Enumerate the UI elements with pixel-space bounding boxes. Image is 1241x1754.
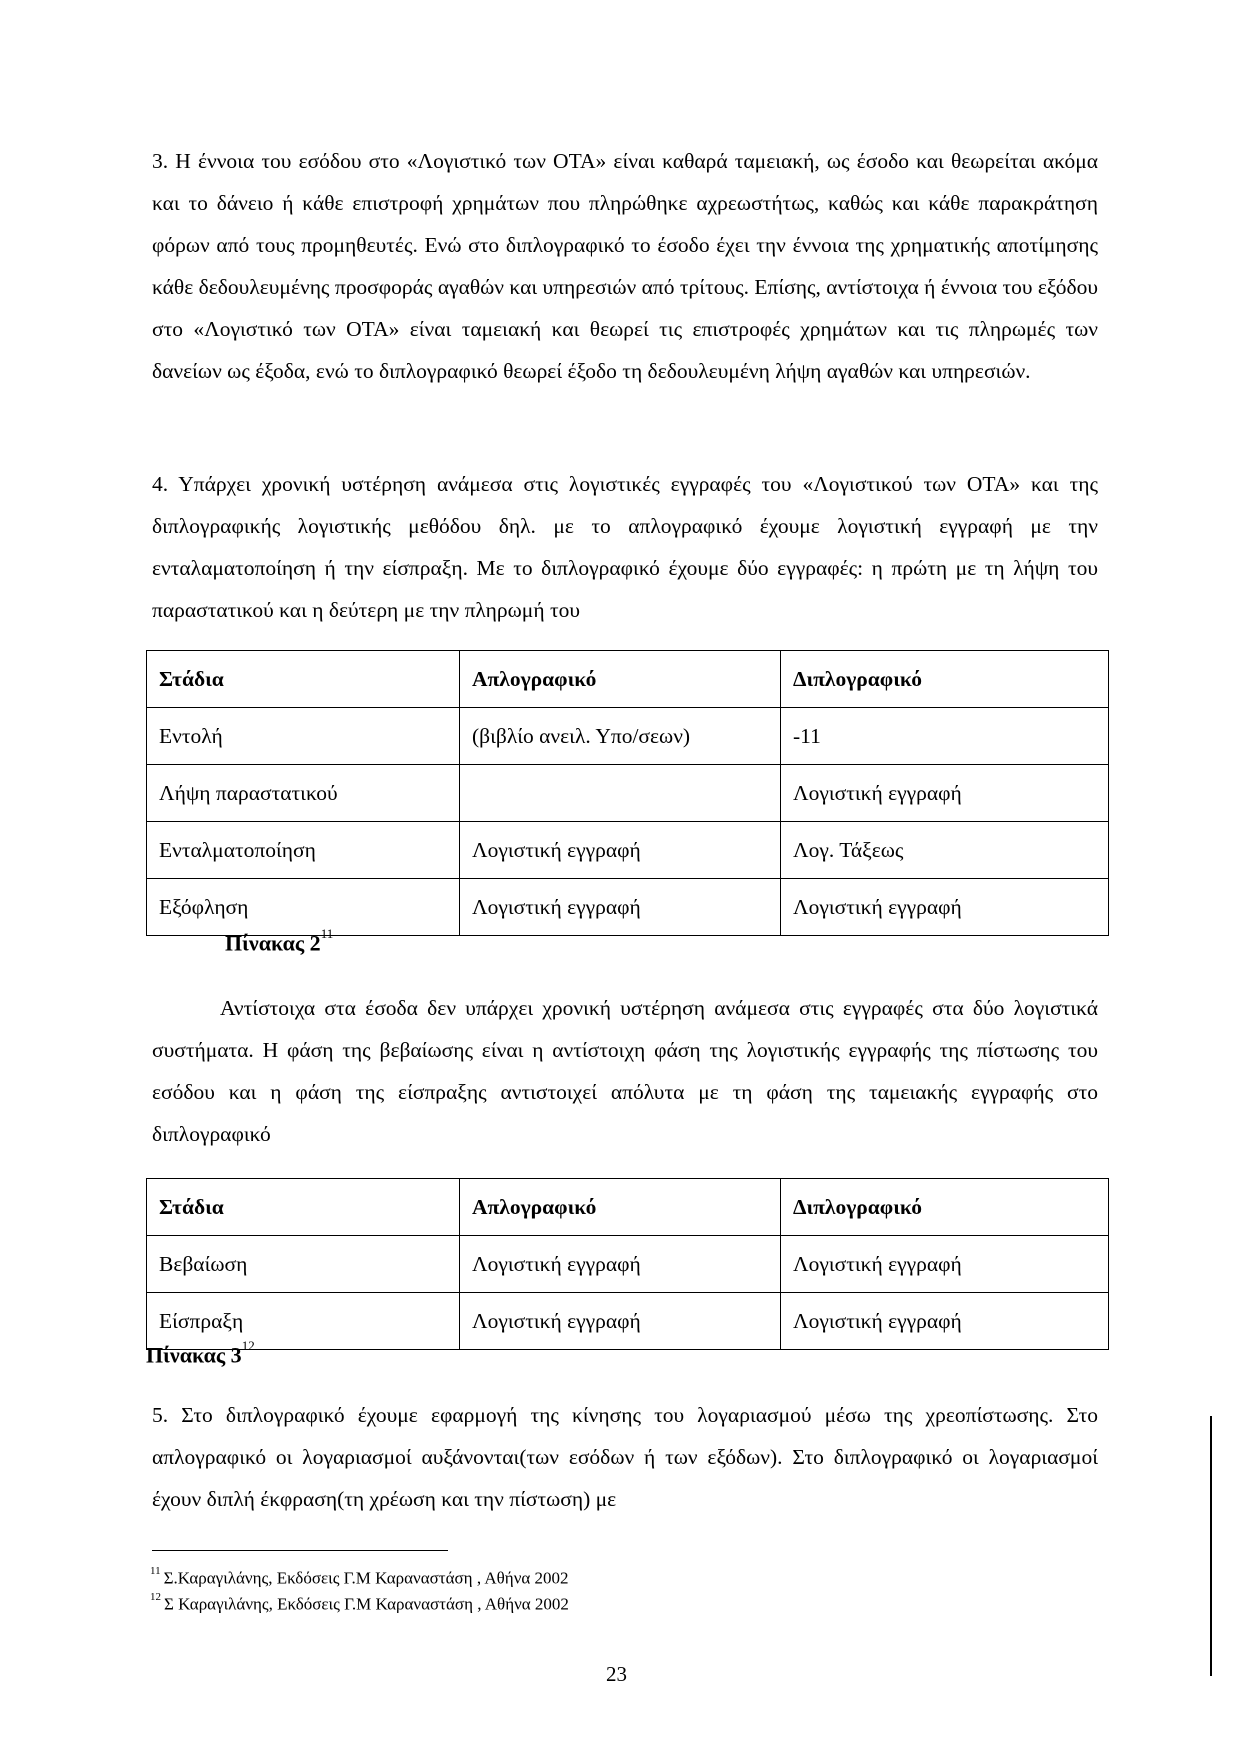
footnote — [150, 1565, 569, 1589]
table-cell: (βιβλίο ανειλ. Υπο/σεων) — [460, 708, 781, 765]
table-row — [147, 1236, 1109, 1293]
table-header-cell: Διπλογραφικό — [781, 651, 1109, 708]
caption-text: Πίνακας 2 — [225, 930, 321, 956]
table-cell: Είσπραξη — [147, 1293, 460, 1350]
table-header-cell: Απλογραφικό — [460, 651, 781, 708]
table-cell: Λογιστική εγγραφή — [781, 765, 1109, 822]
margin-line — [1210, 1416, 1212, 1676]
table-header-row — [147, 1179, 1109, 1236]
table-cell: Λογ. Τάξεως — [781, 822, 1109, 879]
table-cell: Λογιστική εγγραφή — [460, 879, 781, 936]
table-row — [147, 1293, 1109, 1350]
table-header-row — [147, 651, 1109, 708]
table-row — [147, 708, 1109, 765]
paragraph-3: 3. Η έννοια του εσόδου στο «Λογιστικό των ΟΤΑ» είναι καθαρά ταμειακή, ως έσοδο και θεωρείται ακόμα και το δάνειο ή κάθε επιστροφή χρημάτων που πληρώθηκε αχρεωστήτως, καθώς και κάθε παρακράτηση φόρων από τους προμηθευτές. Ενώ στο διπλογραφικό το έσοδο έχει την έννοια της χρηματικής αποτίμησης κάθε δεδουλευμένης προσφοράς αγαθών και υπηρεσιών από τρίτους. Επίσης, αντίστοιχα ή έννοια του εξόδου στο «Λογιστικό των ΟΤΑ» είναι ταμειακή και θεωρεί τις επιστροφές χρημάτων και τις πληρωμές των δανείων ως έξοδα, ενώ το διπλογραφικό θεωρεί έξοδο τη δεδουλευμένη λήψη αγαθών και υπηρεσιών. — [152, 149, 1098, 383]
table-cell: Λογιστική εγγραφή — [460, 1236, 781, 1293]
table-cell: Λογιστική εγγραφή — [460, 822, 781, 879]
page-number: 23 — [606, 1662, 627, 1686]
footnote-text: Σ Καραγιλάνης, Εκδόσεις Γ.Μ Καραναστάση , Αθήνα 2002 — [164, 1594, 569, 1614]
table-caption — [146, 1338, 255, 1368]
table-cell — [460, 765, 781, 822]
footnote-number: 12 — [150, 1591, 161, 1603]
caption-text: Πίνακας 3 — [146, 1342, 242, 1368]
paragraph-5: 5. Στο διπλογραφικό έχουμε εφαρμογή της κίνησης του λογαριασμού μέσω της χρεοπίστωσης. Στο απλογραφικό οι λογαριασμοί αυξάνονται(των εσόδων ή των εξόδων). Στο διπλογραφικό οι λογαριασμοί έχουν διπλή έκφραση(τη χρέωση και την πίστωση) με — [152, 1403, 1098, 1511]
footnote — [150, 1591, 569, 1615]
paragraph-revenue: Αντίστοιχα στα έσοδα δεν υπάρχει χρονική υστέρηση ανάμεσα στις εγγραφές στα δύο λογιστικά συστήματα. Η φάση της βεβαίωσης είναι η αντίστοιχη φάση της λογιστικής εγγραφής της πίστωσης του εσόδου και η φάση της είσπραξης αντιστοιχεί απόλυτα με τη φάση της ταμειακής εγγραφής στο διπλογραφικό — [152, 996, 1098, 1146]
footnote-ref: 12 — [241, 1338, 255, 1353]
table-2 — [146, 650, 1109, 936]
table-row — [147, 879, 1109, 936]
table-header-cell: Στάδια — [147, 651, 460, 708]
table-cell: Εξόφληση — [147, 879, 460, 936]
table-caption — [225, 926, 334, 956]
table-cell: Λογιστική εγγραφή — [781, 1236, 1109, 1293]
table-cell: Λογιστική εγγραφή — [781, 1293, 1109, 1350]
table-cell: Λήψη παραστατικού — [147, 765, 460, 822]
table-row — [147, 822, 1109, 879]
table-header-cell: Απλογραφικό — [460, 1179, 781, 1236]
table-3 — [146, 1178, 1109, 1350]
footnote-number: 11 — [150, 1565, 161, 1577]
table-cell: Εντολή — [147, 708, 460, 765]
table-cell: Βεβαίωση — [147, 1236, 460, 1293]
table-header-cell: Στάδια — [147, 1179, 460, 1236]
table-cell: Λογιστική εγγραφή — [460, 1293, 781, 1350]
table-cell: -11 — [781, 708, 1109, 765]
table-row — [147, 765, 1109, 822]
table-header-cell: Διπλογραφικό — [781, 1179, 1109, 1236]
footnote-text: Σ.Καραγιλάνης, Εκδόσεις Γ.Μ Καραναστάση , Αθήνα 2002 — [163, 1568, 569, 1588]
table-cell: Ενταλματοποίηση — [147, 822, 460, 879]
footnote-divider — [152, 1550, 448, 1551]
footnote-ref: 11 — [320, 926, 334, 941]
paragraph-4: 4. Υπάρχει χρονική υστέρηση ανάμεσα στις λογιστικές εγγραφές του «Λογιστικού των ΟΤΑ» και της διπλογραφικής λογιστικής μεθόδου δηλ. με το απλογραφικό έχουμε λογιστική εγγραφή με την ενταλαματοποίηση ή την είσπραξη. Με το διπλογραφικό έχουμε δύο εγγραφές: η πρώτη με τη λήψη του παραστατικού και η δεύτερη με την πληρωμή του — [152, 472, 1098, 622]
table-cell: Λογιστική εγγραφή — [781, 879, 1109, 936]
